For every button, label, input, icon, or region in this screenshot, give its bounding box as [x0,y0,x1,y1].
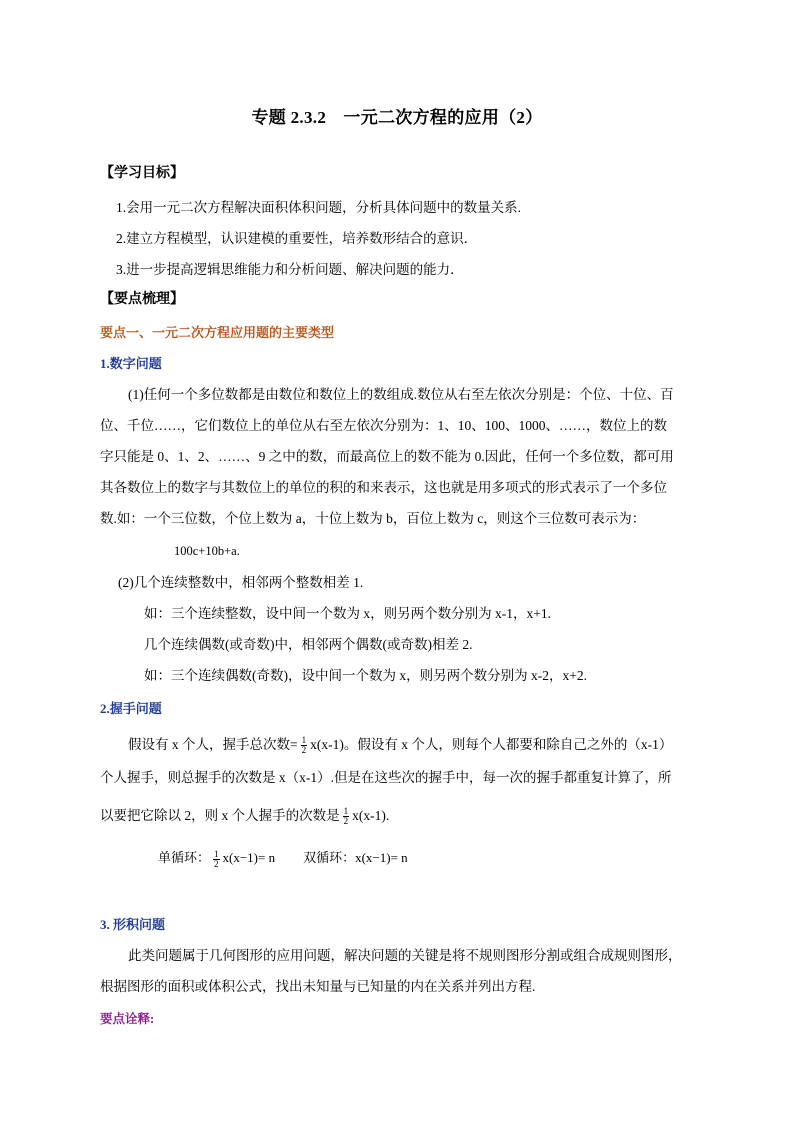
area-problem-line: 此类问题属于几何图形的应用问题，解决问题的关键是将不规则图形分割或组合成规则图形， [128,948,682,963]
number-problem-line: 如：三个连续偶数(奇数)，设中间一个数为 x，则另两个数分别为 x-2，x+2. [144,668,587,683]
section-heading-key-points: 【要点梳理】 [100,292,184,307]
handshake-title: 2.握手问题 [100,701,162,716]
area-problem-title: 3. 形积问题 [100,917,166,932]
handshake-line-2: 个人握手，则总握手的次数是 x（x-1）.但是在这些次的握手中，每一次的握手都重复计算了，所 [100,770,672,785]
point-1-title: 要点一、一元二次方程应用题的主要类型 [100,325,335,340]
section-heading-learning-goals: 【学习目标】 [100,166,184,181]
handshake-formulas: 单循环： $\frac{1}{2}$ x(x−1)= n 双循环：x(x−1)= n [158,848,408,869]
number-problem-line: 几个连续偶数(或奇数)中，相邻两个偶数(或奇数)相差 2. [144,637,473,652]
fraction-one-half: $\frac{1}{2}$ [343,806,349,827]
handshake-line-1: 假设有 x 个人，握手总次数= $\frac{1}{2}$ x(x-1)。假设有 x 个人，则每个人都要和除自己之外的（x-1） [128,735,673,756]
fraction-one-half: $\frac{1}{2}$ [214,848,219,869]
number-problem-line: (2)几个连续整数中，相邻两个整数相差 1. [118,575,364,590]
number-problem-line: 位、千位……，它们数位上的单位从右至左依次分别为：1、10、100、1000、……，数位上的数 [100,418,667,433]
number-problem-line: 字只能是 0、1、2、……、9 之中的数，而最高位上的数不能为 0.因此，任何一个多位数，都可用 [100,449,674,464]
fraction-one-half: $\frac{1}{2}$ [301,735,307,756]
note-label: 要点诠释: [100,1012,155,1026]
number-problem-line: 数.如：一个三位数，个位上数为 a，十位上数为 b，百位上数为 c，则这个三位数可表示为： [100,511,646,526]
goal-item-3: 3.进一步提高逻辑思维能力和分析问题、解决问题的能力． [116,262,464,277]
number-problem-line: (1)任何一个多位数都是由数位和数位上的数组成.数位从右至左依次分别是：个位、十位、百 [128,387,674,402]
number-problem-line: 其各数位上的数字与其数位上的单位的积的和来表示，这也就是用多项式的形式表示了一个多位 [100,480,667,495]
goal-item-2: 2.建立方程模型，认识建模的重要性，培养数形结合的意识． [116,231,478,246]
number-formula: 100c+10b+a. [174,544,240,558]
page-title: 专题 2.3.2 一元二次方程的应用（2） [251,108,543,127]
area-problem-line: 根据图形的面积或体积公式，找出未知量与已知量的内在关系并列出方程. [100,979,536,994]
handshake-line-3: 以要把它除以 2，则 x 个人握手的次数是 $\frac{1}{2}$ x(x-1). [100,806,390,827]
goal-item-1: 1.会用一元二次方程解决面积体积问题，分析具体问题中的数量关系. [116,200,521,215]
number-problem-line: 如：三个连续整数，设中间一个数为 x，则另两个数分别为 x-1，x+1. [144,606,551,621]
number-problem-title: 1.数字问题 [100,356,162,371]
